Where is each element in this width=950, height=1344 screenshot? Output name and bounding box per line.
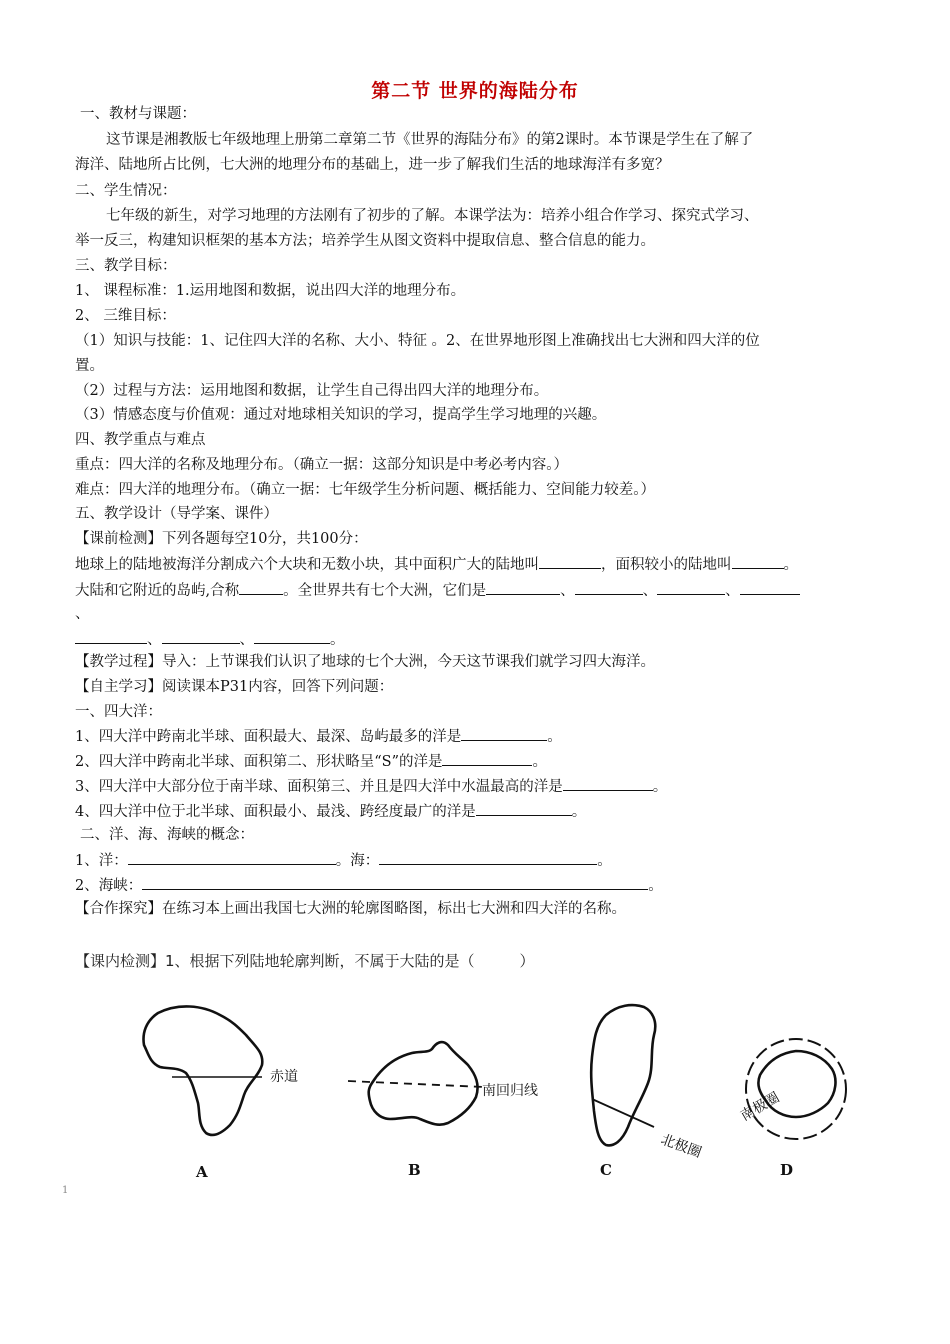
question-line: 2、四大洋中跨南北半球、面积第二、形状略呈“S”的洋是 。 xyxy=(75,751,547,772)
paragraph-line: 这节课是湘教版七年级地理上册第二章第二节《世界的海陆分布》的第2课时。本节课是学生在了解了 xyxy=(106,132,754,148)
process-heading: 【教学过程】导入：上节课我们认识了地球的七个大洲，今天这节课我们就学习四大海洋。 xyxy=(75,654,655,670)
question-line: 2、海峡： 。 xyxy=(75,875,663,896)
answer-blank[interactable] xyxy=(442,751,532,766)
answer-blank[interactable] xyxy=(142,875,648,890)
label-equator: 赤道 xyxy=(270,1069,298,1085)
answer-blank[interactable] xyxy=(254,629,330,644)
paragraph-line: （3）情感态度与价值观：通过对地球相关知识的学习，提高学生学习地理的兴趣。 xyxy=(75,407,607,423)
subheading-four-oceans: 一、四大洋： xyxy=(75,704,162,720)
answer-blank[interactable] xyxy=(575,580,643,595)
answer-blank[interactable] xyxy=(563,776,653,791)
option-letter-a: A xyxy=(196,1163,208,1181)
option-letter-d: D xyxy=(780,1161,794,1179)
self-study-heading: 【自主学习】阅读课本P31内容，回答下列问题： xyxy=(75,679,394,695)
continent-outline-figure xyxy=(120,995,880,1185)
answer-blank[interactable] xyxy=(75,629,147,644)
label-tropic-of-capricorn: 南回归线 xyxy=(482,1083,538,1099)
paragraph-line: （1）知识与技能：1、记住四大洋的名称、大小、特征 。2、在世界地形图上准确找出七大洲和四大洋的位 xyxy=(75,333,760,349)
answer-blank[interactable] xyxy=(461,726,547,741)
question-line: 4、四大洋中位于北半球、面积最小、最浅、跨经度最广的洋是 。 xyxy=(75,801,586,822)
answer-blank[interactable] xyxy=(539,554,601,569)
outline-b-australia xyxy=(369,1042,478,1125)
page-title: 第二节 世界的海陆分布 xyxy=(371,80,579,102)
tropic-line-b xyxy=(348,1081,484,1087)
question-line: 3、四大洋中大部分位于南半球、面积第三、并且是四大洋中水温最高的洋是 。 xyxy=(75,776,667,797)
cooperative-heading: 【合作探究】在练习本上画出我国七大洲的轮廓图略图，标出七大洲和四大洋的名称。 xyxy=(75,901,626,917)
option-letter-b: B xyxy=(408,1161,421,1179)
outline-a-africa xyxy=(144,1006,263,1135)
answer-blank[interactable] xyxy=(162,629,240,644)
subheading-concepts: 二、洋、海、海峡的概念： xyxy=(80,827,254,843)
section-heading-goals: 三、教学目标： xyxy=(75,258,177,274)
arctic-line-c xyxy=(592,1099,654,1127)
fill-line: 大陆和它附近的岛屿,合称 。全世界共有七个大洲，它们是 、 、 、 xyxy=(75,580,800,601)
question-line: 1、洋： 。海： 。 xyxy=(75,850,612,871)
continent-outlines-svg xyxy=(120,995,880,1185)
page-number: 1 xyxy=(62,1185,69,1196)
label-antarctic-circle: 南极圈 xyxy=(738,1089,783,1125)
answer-blank[interactable] xyxy=(128,850,336,865)
paragraph-line: 2、 三维目标： xyxy=(75,308,176,324)
label-arctic-circle: 北极圈 xyxy=(658,1131,704,1162)
pretest-heading: 【课前检测】下列各题每空10分，共100分： xyxy=(75,531,368,547)
paragraph-line: 七年级的新生，对学习地理的方法刚有了初步的了解。本课学法为：培养小组合作学习、探究式学习、 xyxy=(106,208,759,224)
answer-blank[interactable] xyxy=(239,580,283,595)
outline-c-greenland xyxy=(591,1005,655,1145)
answer-blank[interactable] xyxy=(732,554,784,569)
answer-blank[interactable] xyxy=(657,580,725,595)
fill-line: 地球上的陆地被海洋分割成六个大块和无数小块，其中面积广大的陆地叫 ，面积较小的陆地叫 。 xyxy=(75,554,798,575)
antarctic-circle-d xyxy=(746,1039,846,1139)
in-class-test-question: 【课内检测】1、根据下列陆地轮廓判断，不属于大陆的是（ ） xyxy=(75,952,535,970)
section-heading-materials: 一、教材与课题： xyxy=(80,106,196,122)
question-line: 1、四大洋中跨南北半球、面积最大、最深、岛屿最多的洋是 。 xyxy=(75,726,562,747)
paragraph-line: 海洋、陆地所占比例，七大洲的地理分布的基础上，进一步了解我们生活的地球海洋有多宽？ xyxy=(75,157,670,173)
fill-line: 、 xyxy=(75,606,90,622)
answer-blank[interactable] xyxy=(486,580,560,595)
paragraph-line: 置。 xyxy=(75,358,104,374)
answer-blank[interactable] xyxy=(740,580,800,595)
section-heading-keypoints: 四、教学重点与难点 xyxy=(75,432,206,448)
fill-line: 、 、 。 xyxy=(75,629,345,650)
paragraph-line: 举一反三，构建知识框架的基本方法；培养学生从图文资料中提取信息、整合信息的能力。 xyxy=(75,233,655,249)
option-letter-c: C xyxy=(600,1161,612,1179)
answer-blank[interactable] xyxy=(379,850,597,865)
paragraph-line: （2）过程与方法：运用地图和数据，让学生自己得出四大洋的地理分布。 xyxy=(75,383,549,399)
paragraph-line: 难点：四大洋的地理分布。（确立一据：七年级学生分析问题、概括能力、空间能力较差。） xyxy=(75,482,655,498)
answer-blank[interactable] xyxy=(476,801,572,816)
paragraph-line: 重点：四大洋的名称及地理分布。（确立一据：这部分知识是中考必考内容。） xyxy=(75,457,568,473)
section-heading-design: 五、教学设计（导学案、课件） xyxy=(75,506,278,522)
paragraph-line: 1、 课程标准：1.运用地图和数据，说出四大洋的地理分布。 xyxy=(75,283,466,299)
section-heading-students: 二、学生情况： xyxy=(75,183,177,199)
